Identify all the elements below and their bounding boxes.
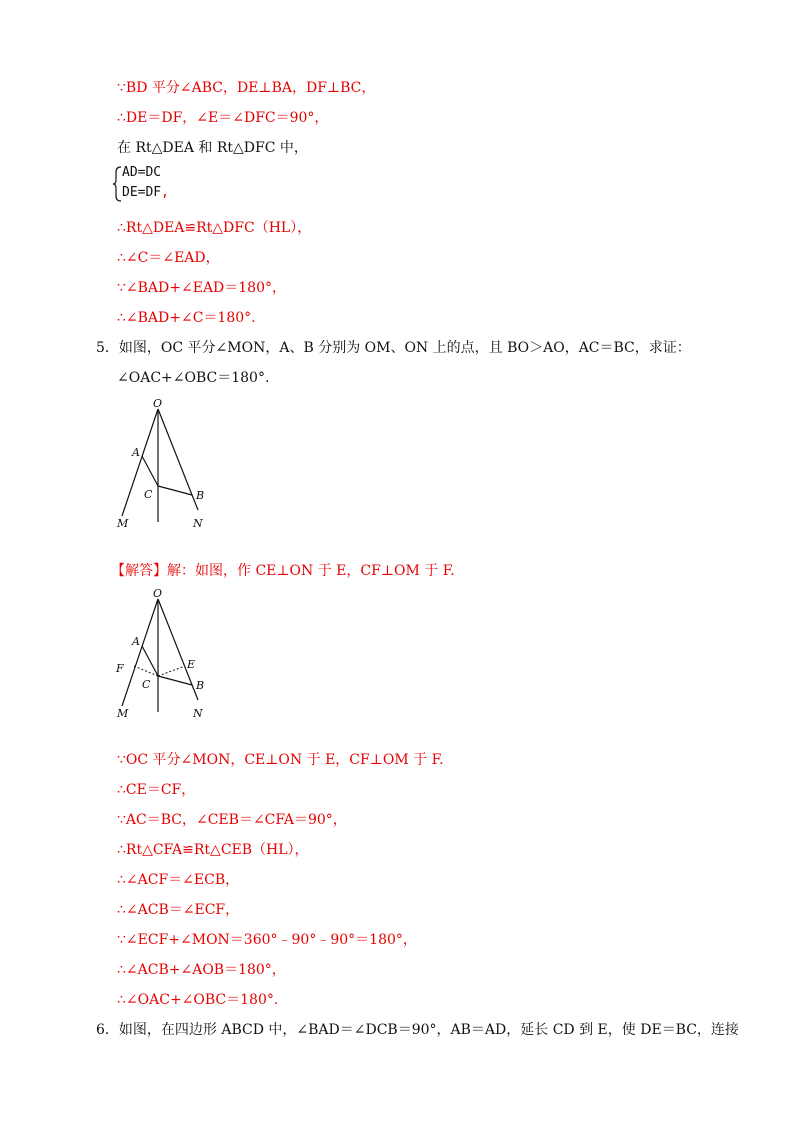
solution-line: ∴DE＝DF，∠E＝∠DFC＝90°， xyxy=(117,110,329,126)
question-6-text: 6．如图，在四边形 ABCD 中，∠BAD＝∠DCB＝90°，AB＝AD，延长 CD 到 E，使 DE＝BC，连接 xyxy=(96,1022,739,1038)
equation-row: AD=DC xyxy=(122,165,162,180)
point-label: M xyxy=(117,707,129,720)
solution-line: 在 Rt△DEA 和 Rt△DFC 中， xyxy=(117,140,308,156)
solution-line: ∴CE＝CF， xyxy=(117,782,196,798)
point-label: N xyxy=(193,707,203,720)
solution-line: ∴∠ACB+∠AOB＝180°， xyxy=(117,962,286,978)
point-label: F xyxy=(116,662,124,675)
solution-line: ∵OC 平分∠MON，CE⊥ON 于 E，CF⊥OM 于 F. xyxy=(117,752,444,768)
point-label: O xyxy=(153,587,163,600)
point-label: O xyxy=(153,397,163,410)
point-label: E xyxy=(187,658,196,671)
point-label: C xyxy=(144,488,153,501)
question-5-text-cont: ∠OAC+∠OBC＝180°. xyxy=(117,370,270,386)
point-label: B xyxy=(196,489,205,502)
solution-line: ∵∠BAD+∠EAD＝180°， xyxy=(117,280,286,296)
solution-line: ∴Rt△DEA≌Rt△DFC（HL）， xyxy=(117,220,312,236)
point-label: A xyxy=(132,446,140,459)
point-label: N xyxy=(193,517,203,530)
solution-line: ∴Rt△CFA≌Rt△CEB（HL）， xyxy=(117,842,309,858)
solution-line: ∵AC＝BC，∠CEB＝∠CFA＝90°， xyxy=(117,812,347,828)
answer-heading: 【解答】解：如图，作 CE⊥ON 于 E，CF⊥OM 于 F. xyxy=(111,563,455,579)
solution-line: ∴∠OAC+∠OBC＝180°. xyxy=(117,992,279,1008)
question-5-text: 5．如图，OC 平分∠MON，A、B 分别为 OM、ON 上的点，且 BO＞AO，AC＝BC，求证： xyxy=(96,340,691,356)
solution-line: ∴∠ACB＝∠ECF， xyxy=(117,902,240,918)
solution-line: ∵∠ECF+∠MON＝360°﹣90°﹣90°＝180°， xyxy=(117,932,417,948)
geometry-figure-1 xyxy=(112,392,222,536)
solution-line: ∴∠BAD+∠C＝180°. xyxy=(117,310,256,326)
point-label: C xyxy=(142,678,151,691)
solution-line: ∴∠C＝∠EAD， xyxy=(117,250,220,266)
point-label: A xyxy=(132,635,140,648)
point-label: B xyxy=(196,679,205,692)
solution-line: ∵BD 平分∠ABC，DE⊥BA，DF⊥BC， xyxy=(117,80,376,96)
point-label: M xyxy=(117,517,129,530)
geometry-figure-2 xyxy=(112,582,222,726)
solution-line: ∴∠ACF＝∠ECB， xyxy=(117,872,240,888)
equation-row: DE=DF, xyxy=(122,185,169,200)
